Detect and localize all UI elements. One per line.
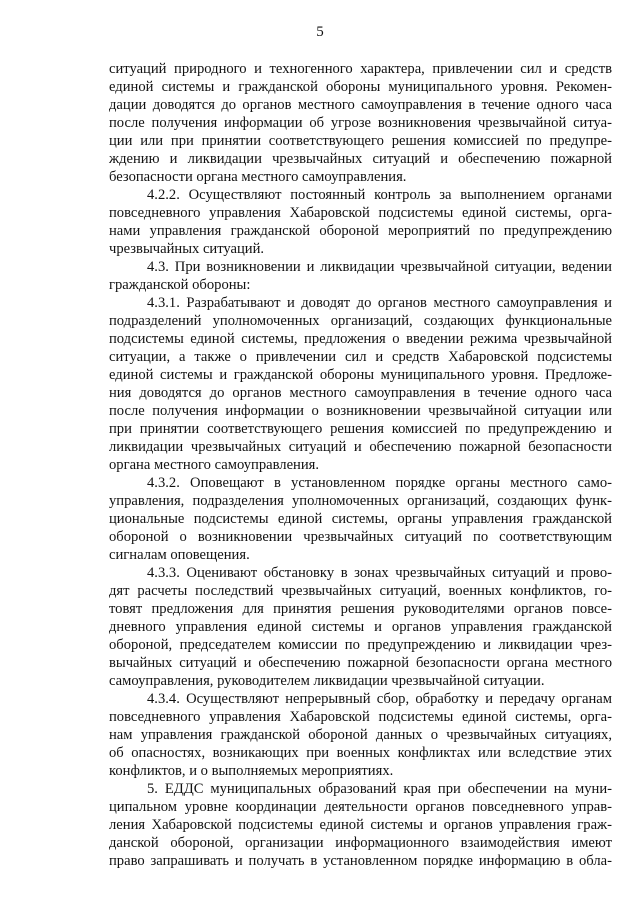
text-line: ципальном уровне координации деятельности органов повседневного управ- — [109, 799, 612, 815]
text-line: данской обороной, организации информационного взаимодействия имеют — [109, 835, 612, 851]
text-line: товят предложения для принятия решения руководителями органов повсе- — [109, 601, 612, 617]
text-line: 4.3.3. Оценивают обстановку в зонах чрезвычайных ситуаций и прово- — [147, 565, 612, 581]
text-line: ния доводятся до органов местного самоуправления в течение одного часа — [109, 385, 612, 401]
text-line: единой системы и гражданской обороны муниципального уровня. Рекомен- — [109, 79, 612, 95]
text-line: 4.3.4. Осуществляют непрерывный сбор, обработку и передачу органам — [147, 691, 612, 707]
text-line: об опасностях, возникающих при военных конфликтах или вследствие этих — [109, 745, 612, 761]
text-line: повседневного управления Хабаровской подсистемы единой системы, орга- — [109, 205, 612, 221]
page-number: 5 — [316, 24, 324, 40]
text-line: 4.2.2. Осуществляют постоянный контроль за выполнением органами — [147, 187, 612, 203]
text-line: безопасности органа местного самоуправления. — [109, 169, 407, 185]
text-line: право запрашивать и получать в установленном порядке информацию в обла- — [109, 853, 612, 869]
text-line: дневного управления единой системы и органов управления гражданской — [109, 619, 612, 635]
text-line: чрезвычайных ситуаций. — [109, 241, 265, 257]
text-line: дации доводятся до органов местного самоуправления в течение одного часа — [109, 97, 612, 113]
text-line: дят расчеты последствий чрезвычайных ситуаций, военных конфликтов, го- — [109, 583, 612, 599]
text-line: управления, подразделения уполномоченных организаций, создающих функ- — [109, 493, 612, 509]
text-line: 4.3. При возникновении и ликвидации чрезвычайной ситуации, ведении — [147, 259, 612, 275]
text-line: повседневного управления Хабаровской подсистемы единой системы, орга- — [109, 709, 612, 725]
text-line: ции или при принятии соответствующего решения комиссией по предупре- — [109, 133, 612, 149]
text-line: 4.3.2. Оповещают в установленном порядке органы местного само- — [147, 475, 612, 491]
text-line: обороной о возникновении чрезвычайных ситуаций по соответствующим — [109, 529, 612, 545]
text-line: ситуаций природного и техногенного характера, привлечении сил и средств — [109, 61, 612, 77]
text-line: ликвидации чрезвычайных ситуаций и обеспечению пожарной безопасности — [109, 439, 612, 455]
text-line: нам управления гражданской обороной данных о чрезвычайных ситуациях, — [109, 727, 612, 743]
text-line: органа местного самоуправления. — [109, 457, 320, 473]
text-line: нами управления гражданской обороной мероприятий по предупреждению — [109, 223, 612, 239]
text-line: самоуправления, руководителем ликвидации чрезвычайной ситуации. — [109, 673, 545, 689]
text-line: 4.3.1. Разрабатывают и доводят до органов местного самоуправления и — [147, 295, 612, 311]
text-line: циональные подсистемы единой системы, органы управления гражданской — [109, 511, 612, 527]
text-line: после получения информации об угрозе возникновения чрезвычайной ситуа- — [109, 115, 612, 131]
text-line: 5. ЕДДС муниципальных образований края при обеспечении на муни- — [147, 781, 612, 797]
text-line: ситуации, а также о привлечении сил и средств Хабаровской подсистемы — [109, 349, 612, 365]
text-line: при принятии соответствующего решения комиссией по предупреждению и — [109, 421, 612, 437]
text-line: обороной, председателем комиссии по предупреждению и ликвидации чрез- — [109, 637, 612, 653]
text-line: ждению и ликвидации чрезвычайных ситуаций и обеспечению пожарной — [109, 151, 612, 167]
text-line: конфликтов, и о выполняемых мероприятиях. — [109, 763, 394, 779]
text-line: единой системы и гражданской обороны муниципального уровня. Предложе- — [109, 367, 612, 383]
document-body — [109, 60, 612, 870]
text-line: гражданской обороны: — [109, 277, 251, 293]
text-line: подразделений уполномоченных организаций, создающих функциональные — [109, 313, 612, 329]
text-line: подсистемы единой системы, предложения о введении режима чрезвычайной — [109, 331, 612, 347]
text-line: вычайных ситуаций и обеспечению пожарной безопасности органа местного — [109, 655, 612, 671]
text-line: после получения информации о возникновении чрезвычайной ситуации или — [109, 403, 612, 419]
text-line: сигналам оповещения. — [109, 547, 250, 563]
text-line: ления Хабаровской подсистемы единой системы и органов управления граж- — [109, 817, 612, 833]
